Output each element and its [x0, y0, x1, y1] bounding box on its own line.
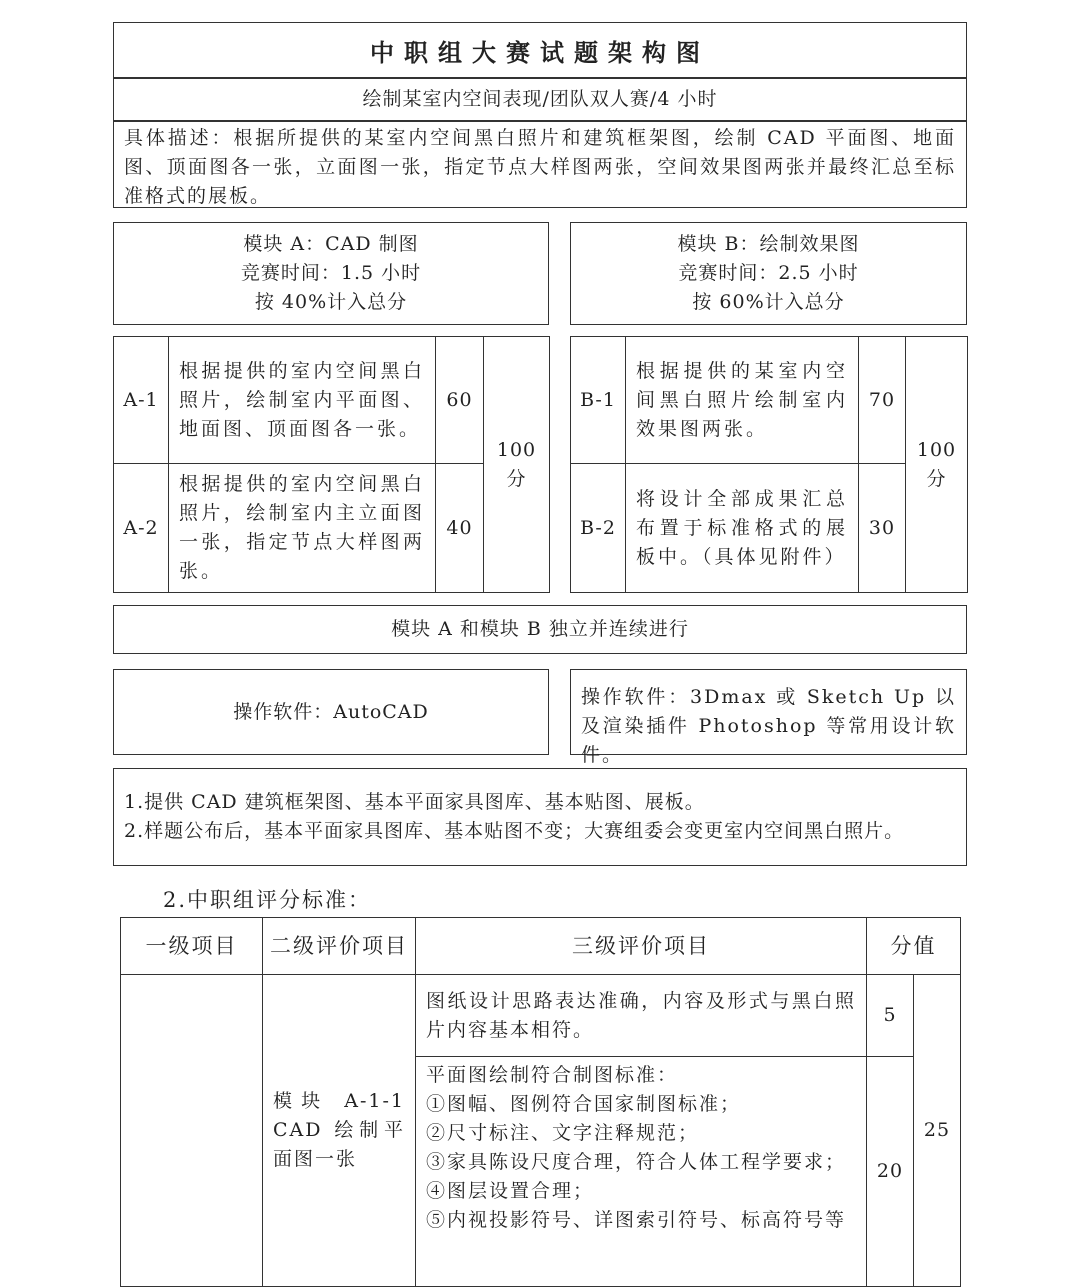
level1-cell — [121, 975, 263, 1287]
task-score: 40 — [436, 464, 484, 593]
note-item: 2.样题公布后，基本平面家具图库、基本贴图不变；大赛组委会变更室内空间黑白照片。 — [124, 820, 905, 842]
task-score: 60 — [436, 337, 484, 464]
module-a-header — [113, 222, 549, 325]
subtitle-text: 绘制某室内空间表现/团队双人赛/4 小时 — [362, 88, 718, 110]
group-total: 25 — [914, 975, 961, 1287]
task-code: B-2 — [571, 464, 626, 593]
task-code: A-1 — [114, 337, 169, 464]
module-b-weight: 按 60%计入总分 — [692, 291, 845, 313]
module-b-time: 竞赛时间：2.5 小时 — [678, 262, 859, 284]
table-row — [571, 337, 968, 464]
note-item: 1.提供 CAD 建筑框架图、基本平面家具图库、基本贴图、展板。 — [124, 791, 705, 813]
task-description: 根据提供的室内空间黑白照片，绘制室内主立面图一张，指定节点大样图两张。 — [169, 464, 436, 593]
notes-box — [113, 768, 967, 866]
module-a-total: 100 分 — [484, 337, 550, 593]
module-b-name: 模块 B：绘制效果图 — [677, 233, 860, 255]
module-a-name: 模块 A：CAD 制图 — [243, 233, 419, 255]
description-text: 具体描述：根据所提供的某室内空间黑白照片和建筑框架图，绘制 CAD 平面图、地面图、顶面图各一张，立面图一张，指定节点大样图两张，空间效果图两张并最终汇总至标准格式的展板。 — [124, 127, 956, 207]
criterion-line: 平面图绘制符合制图标准： — [426, 1064, 679, 1086]
header-level1: 一级项目 — [121, 918, 263, 975]
criterion-line: ④图层设置合理； — [426, 1180, 595, 1202]
criterion-line: ⑤内视投影符号、详图索引符号、标高符号等 — [426, 1209, 847, 1231]
level2-cell: 模块 A-1-1 CAD 绘制平面图一张 — [263, 975, 416, 1287]
criterion-line: ②尺寸标注、文字注释规范； — [426, 1122, 700, 1144]
criterion-score: 20 — [867, 1057, 914, 1287]
section-title: 2.中职组评分标准： — [163, 888, 372, 912]
subtitle-row — [113, 77, 967, 122]
criterion-text: 图纸设计思路表达准确，内容及形式与黑白照片内容基本相符。 — [416, 975, 867, 1057]
header-level2: 二级评价项目 — [263, 918, 416, 975]
criterion-score: 5 — [867, 975, 914, 1057]
task-description: 将设计全部成果汇总布置于标准格式的展板中。（具体见附件） — [626, 464, 859, 593]
module-b-header — [570, 222, 967, 325]
title-text: 中职组大赛试题架构图 — [370, 38, 710, 67]
description-row — [113, 120, 967, 208]
task-description: 根据提供的室内空间黑白照片，绘制室内平面图、地面图、顶面图各一张。 — [169, 337, 436, 464]
module-b-software: 操作软件：3Dmax 或 Sketch Up 以及渲染插件 Photoshop 等常用设计软件。 — [570, 669, 967, 755]
criterion-line: ①图幅、图例符合国家制图标准； — [426, 1093, 742, 1115]
criterion-line: ③家具陈设尺度合理，符合人体工程学要求； — [426, 1151, 847, 1173]
scoring-table — [120, 917, 961, 1287]
task-code: B-1 — [571, 337, 626, 464]
header-score: 分值 — [867, 918, 961, 975]
table-row — [121, 975, 961, 1057]
table-header-row — [121, 918, 961, 975]
task-score: 70 — [859, 337, 906, 464]
module-a-software: 操作软件：AutoCAD — [113, 669, 549, 755]
module-a-time: 竞赛时间：1.5 小时 — [240, 262, 422, 284]
page-title — [113, 22, 967, 79]
criterion-list — [416, 1057, 867, 1287]
header-level3: 三级评价项目 — [416, 918, 867, 975]
task-code: A-2 — [114, 464, 169, 593]
task-description: 根据提供的某室内空间黑白照片绘制室内效果图两张。 — [626, 337, 859, 464]
module-b-total: 100 分 — [906, 337, 968, 593]
module-a-weight: 按 40%计入总分 — [254, 291, 408, 313]
task-score: 30 — [859, 464, 906, 593]
sequence-note: 模块 A 和模块 B 独立并连续进行 — [113, 605, 967, 654]
table-row — [114, 337, 550, 464]
module-b-task-table — [570, 336, 968, 593]
module-a-task-table — [113, 336, 550, 593]
